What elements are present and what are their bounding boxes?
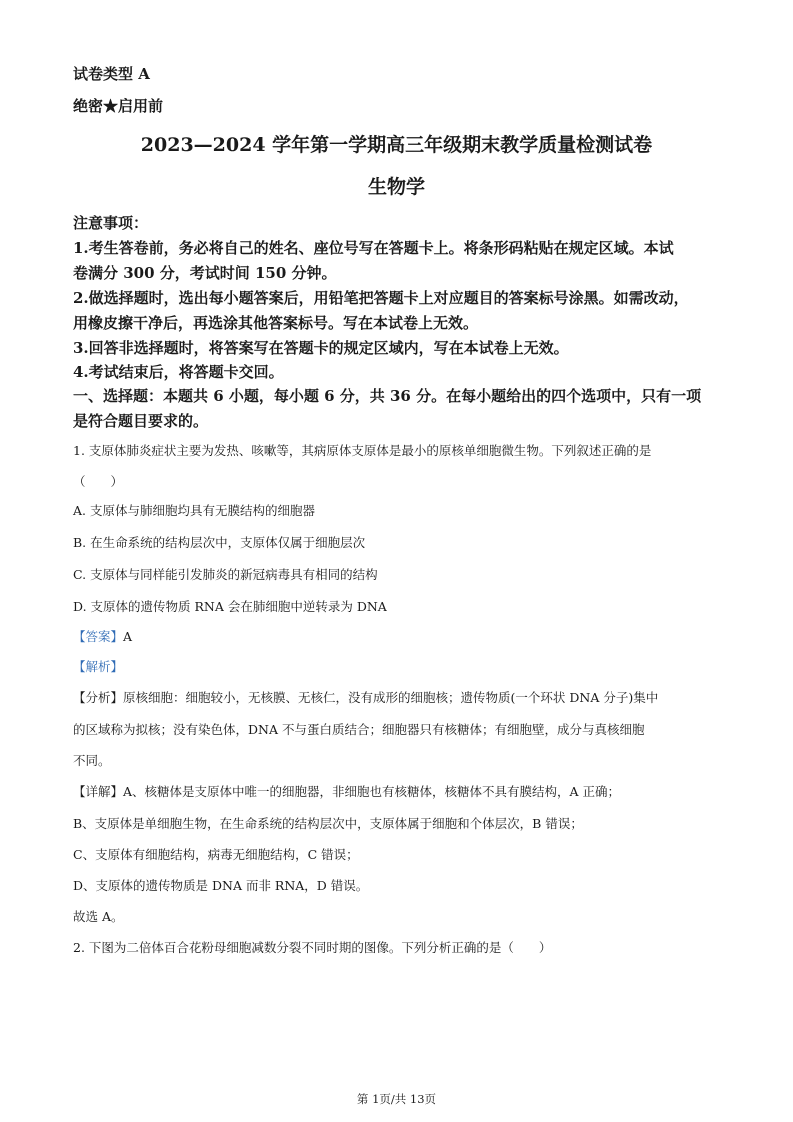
option-a: A. 支原体与肺细胞均具有无膜结构的细胞器 bbox=[73, 503, 315, 518]
xiangjie-tag: 【详解】 bbox=[73, 784, 124, 799]
answer-value: A bbox=[123, 629, 133, 644]
confidential-label: 绝密★启用前 bbox=[73, 97, 164, 115]
fenxi-text: 的区域称为拟核；没有染色体，DNA 不与蛋白质结合；细胞器只有核糖体；有细胞壁，成分与真核细胞 bbox=[73, 722, 645, 737]
fenxi-text: 不同。 bbox=[73, 753, 111, 768]
xiangjie-text: B、支原体是单细胞生物，在生命系统的结构层次中，支原体属于细胞和个体层次，B 错误； bbox=[73, 816, 583, 831]
xiangjie-line bbox=[73, 782, 620, 800]
notice-line: 4.考试结束后，将答题卡交回。 bbox=[73, 363, 284, 381]
section-heading: 是符合题目要求的。 bbox=[73, 412, 209, 430]
paper-type: 试卷类型 A bbox=[73, 65, 150, 83]
answer-tag: 【答案】 bbox=[73, 629, 124, 644]
fenxi-line bbox=[73, 688, 658, 706]
xiangjie-text: D、支原体的遗传物质是 DNA 而非 RNA，D 错误。 bbox=[73, 878, 369, 893]
fenxi-tag: 【分析】 bbox=[73, 690, 124, 705]
notice-line: 用橡皮擦干净后，再选涂其他答案标号。写在本试卷上无效。 bbox=[73, 314, 479, 332]
fenxi-text: 原核细胞：细胞较小，无核膜、无核仁，没有成形的细胞核；遗传物质(一个环状 DNA 分子)集中 bbox=[123, 690, 659, 705]
option-d: D. 支原体的遗传物质 RNA 会在肺细胞中逆转录为 DNA bbox=[73, 599, 387, 614]
analysis-tag: 【解析】 bbox=[73, 659, 124, 674]
notice-heading: 注意事项： bbox=[73, 214, 149, 232]
page-title: 2023—2024 学年第一学期高三年级期末教学质量检测试卷 bbox=[140, 134, 653, 156]
option-b: B. 在生命系统的结构层次中，支原体仅属于细胞层次 bbox=[73, 535, 366, 550]
notice-line: 3.回答非选择题时，将答案写在答题卡的规定区域内，写在本试卷上无效。 bbox=[73, 339, 569, 357]
page-footer: 第 1页/共 13页 bbox=[356, 1092, 437, 1106]
option-c: C. 支原体与同样能引发肺炎的新冠病毒具有相同的结构 bbox=[73, 567, 378, 582]
xiangjie-text: C、支原体有细胞结构，病毒无细胞结构，C 错误； bbox=[73, 847, 359, 862]
notice-line: 2.做选择题时，选出每小题答案后，用铅笔把答题卡上对应题目的答案标号涂黑。如需改动， bbox=[73, 289, 689, 307]
notice-line: 1.考生答卷前，务必将自己的姓名、座位号写在答题卡上。将条形码粘贴在规定区域。本试 bbox=[73, 239, 674, 257]
answer-line bbox=[73, 627, 132, 645]
xiangjie-text: A、核糖体是支原体中唯一的细胞器，非细胞也有核糖体，核糖体不具有膜结构，A 正确； bbox=[123, 784, 621, 799]
question-2-stem: 2. 下图为二倍体百合花粉母细胞减数分裂不同时期的图像。下列分析正确的是（ ） bbox=[73, 940, 552, 955]
question-1-stem: 1. 支原体肺炎症状主要为发热、咳嗽等，其病原体支原体是最小的原核单细胞微生物。下列叙述正确的是 bbox=[73, 443, 652, 458]
subject-title: 生物学 bbox=[367, 176, 425, 198]
section-heading: 一、选择题：本题共 6 小题，每小题 6 分，共 36 分。在每小题给出的四个选项中，只有一项 bbox=[73, 387, 702, 405]
conclusion-text: 故选 A。 bbox=[73, 909, 124, 924]
question-1-paren: （ ） bbox=[73, 474, 124, 489]
notice-line: 卷满分 300 分，考试时间 150 分钟。 bbox=[73, 264, 337, 282]
